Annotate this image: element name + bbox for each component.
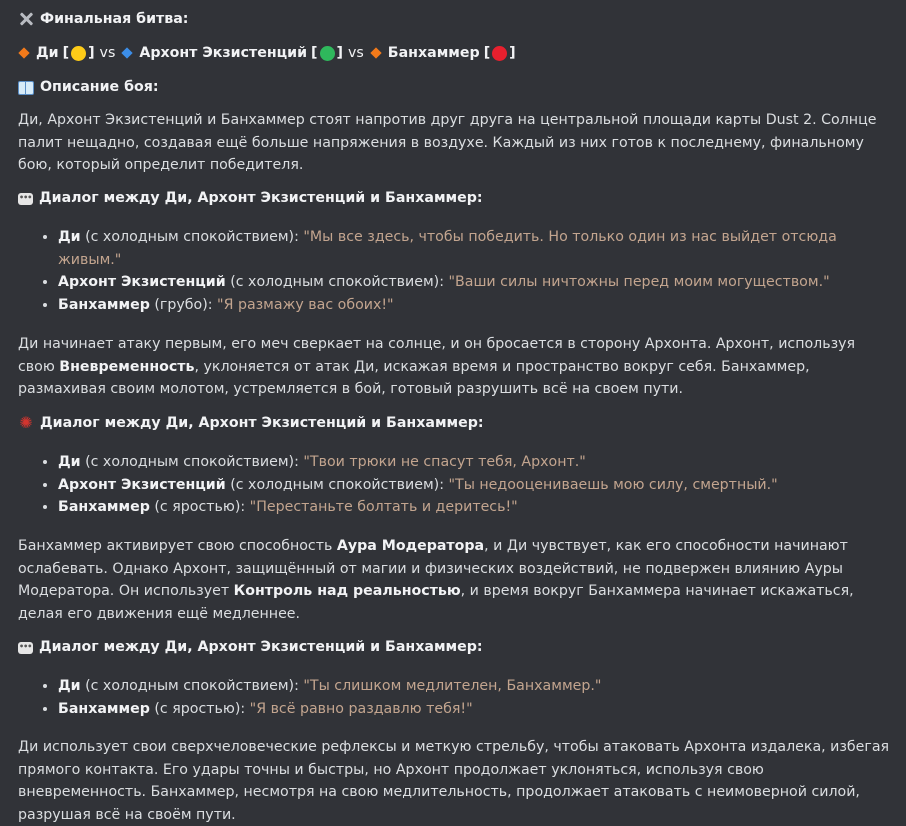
text-run: , уклоняется от атак Ди, искажая время и пространство вокруг себя. Банхаммер, размахивая своим молотом, устремляется в бой, готовый разрушить всё на своем пути. — [18, 358, 810, 397]
speaker-quote: "Я размажу вас обоих!" — [217, 296, 394, 313]
description-title: Описание боя: — [40, 79, 159, 95]
text-run: , и Ди чувствует, как его способности начинают ослабевать. Однако Архонт, защищённый от магии и физических воздействий, не подвержен влиянию Ауры Модератора. Он использует — [18, 538, 848, 599]
orange-diamond-icon — [370, 48, 381, 59]
bracket-close: ] — [88, 45, 95, 61]
dialog-line — [58, 451, 893, 474]
speaker-quote: "Ты слишком медлителен, Банхаммер." — [303, 678, 602, 694]
fighter-archon: Архонт Экзистенций — [139, 45, 308, 61]
bracket-open: [ — [311, 45, 318, 61]
speech-bubble-icon — [18, 193, 33, 205]
battle-paragraph-3 — [18, 535, 892, 625]
speaker-quote: "Ваши силы ничтожны перед моим могуществом." — [448, 274, 830, 290]
dialog-title-1: Диалог между Ди, Архонт Экзистенций и Банхаммер: — [39, 190, 483, 206]
fighter-banhammer: Банхаммер — [387, 45, 480, 61]
speaker-name: Архонт Экзистенций — [58, 274, 226, 290]
anger-symbol-icon: ✺ — [19, 413, 33, 433]
book-icon — [18, 81, 34, 95]
dialog-heading-2 — [18, 412, 484, 435]
description-heading — [18, 76, 159, 99]
dialog-line — [58, 698, 893, 721]
dialog-title-2: Диалог между Ди, Архонт Экзистенций и Банхаммер: — [40, 415, 484, 431]
orange-diamond-icon — [18, 48, 29, 59]
yellow-circle-icon — [71, 46, 86, 61]
speaker-quote: "Ты недооцениваешь мою силу, смертный." — [448, 476, 778, 493]
speaker-tone: (с холодным спокойствием): — [225, 476, 449, 493]
ability-name: Контроль над реальностью — [233, 583, 461, 599]
dialog-list-2 — [18, 451, 893, 519]
vs-label: vs — [348, 45, 364, 61]
text-run: Ди начинает атаку первым, его меч сверкает на солнце, и он бросается в сторону Архонта. Архонт, используя свою — [18, 336, 856, 375]
matchup-line — [18, 42, 516, 65]
speaker-tone: (с холодным спокойствием): — [80, 454, 304, 470]
green-circle-icon — [320, 46, 335, 61]
bracket-close: ] — [509, 45, 516, 61]
speaker-name: Банхаммер — [58, 700, 150, 717]
bracket-open: [ — [62, 45, 70, 61]
description-text: Ди, Архонт Экзистенций и Банхаммер стоят напротив друг друга на центральной площади карты Dust 2. Солнце палит нещадно, создавая ещё больше напряжения в воздухе. Каждый из них готов к последнему, финальному бою, который определит победителя. — [18, 112, 877, 173]
text-run: , и время вокруг Банхаммера начинает искажаться, делая его движения ещё медленнее. — [18, 583, 854, 622]
dialog-heading-3 — [18, 636, 483, 659]
speaker-name: Архонт Экзистенций — [58, 476, 226, 493]
speaker-tone: (с яростью): — [149, 499, 250, 515]
dialog-title-3: Диалог между Ди, Архонт Экзистенций и Банхаммер: — [39, 639, 483, 655]
final-battle-title: Финальная битва: — [40, 11, 189, 27]
speaker-name: Банхаммер — [58, 296, 150, 313]
ability-name: Аура Модератора — [336, 538, 485, 554]
blue-diamond-icon — [122, 48, 133, 59]
speaker-quote: "Мы все здесь, чтобы победить. Но только один из нас выйдет отсюда живым." — [58, 229, 837, 268]
dialog-list-3 — [18, 675, 893, 720]
speech-bubble-icon — [18, 642, 33, 654]
speaker-tone: (грубо): — [149, 296, 218, 313]
fighter-di: Ди — [36, 45, 59, 61]
dialog-line — [58, 294, 893, 317]
dialog-list-1 — [18, 226, 893, 316]
speaker-name: Ди — [58, 229, 81, 245]
bracket-open: [ — [483, 45, 491, 61]
dialog-line — [58, 474, 893, 497]
speaker-name: Банхаммер — [58, 499, 150, 515]
speaker-tone: (с яростью): — [149, 700, 250, 717]
crossed-swords-icon — [18, 11, 34, 27]
speaker-name: Ди — [58, 678, 81, 694]
vs-label: vs — [99, 45, 116, 61]
final-battle-heading — [18, 8, 188, 31]
speaker-quote: "Я всё равно раздавлю тебя!" — [249, 700, 473, 717]
battle-paragraph-2 — [18, 333, 892, 401]
ability-name: Вневременность — [59, 358, 195, 375]
speaker-quote: "Твои трюки не спасут тебя, Архонт." — [303, 454, 586, 470]
speaker-name: Ди — [58, 454, 81, 470]
speaker-tone: (с холодным спокойствием): — [225, 274, 449, 290]
text-run: Банхаммер активирует свою способность — [18, 538, 337, 554]
speaker-quote: "Перестаньте болтать и деритесь!" — [249, 499, 518, 515]
speaker-tone: (с холодным спокойствием): — [80, 229, 304, 245]
dialog-line — [58, 675, 893, 698]
dialog-line — [58, 271, 893, 294]
red-circle-icon — [492, 46, 507, 61]
dialog-line — [58, 226, 893, 271]
dialog-heading-1 — [18, 187, 483, 210]
bracket-close: ] — [336, 45, 343, 61]
speaker-tone: (с холодным спокойствием): — [80, 678, 304, 694]
battle-paragraph-4: Ди использует свои сверхчеловеческие рефлексы и меткую стрельбу, чтобы атаковать Архонта издалека, избегая прямого контакта. Его удары точны и быстры, но Архонт продолжает уклоняться, используя свою вневременность. Банхаммер, несмотря на свою медлительность, продолжает атаковать с неимоверной силой, разрушая всё на своём пути. — [18, 739, 890, 823]
dialog-line — [58, 496, 893, 519]
